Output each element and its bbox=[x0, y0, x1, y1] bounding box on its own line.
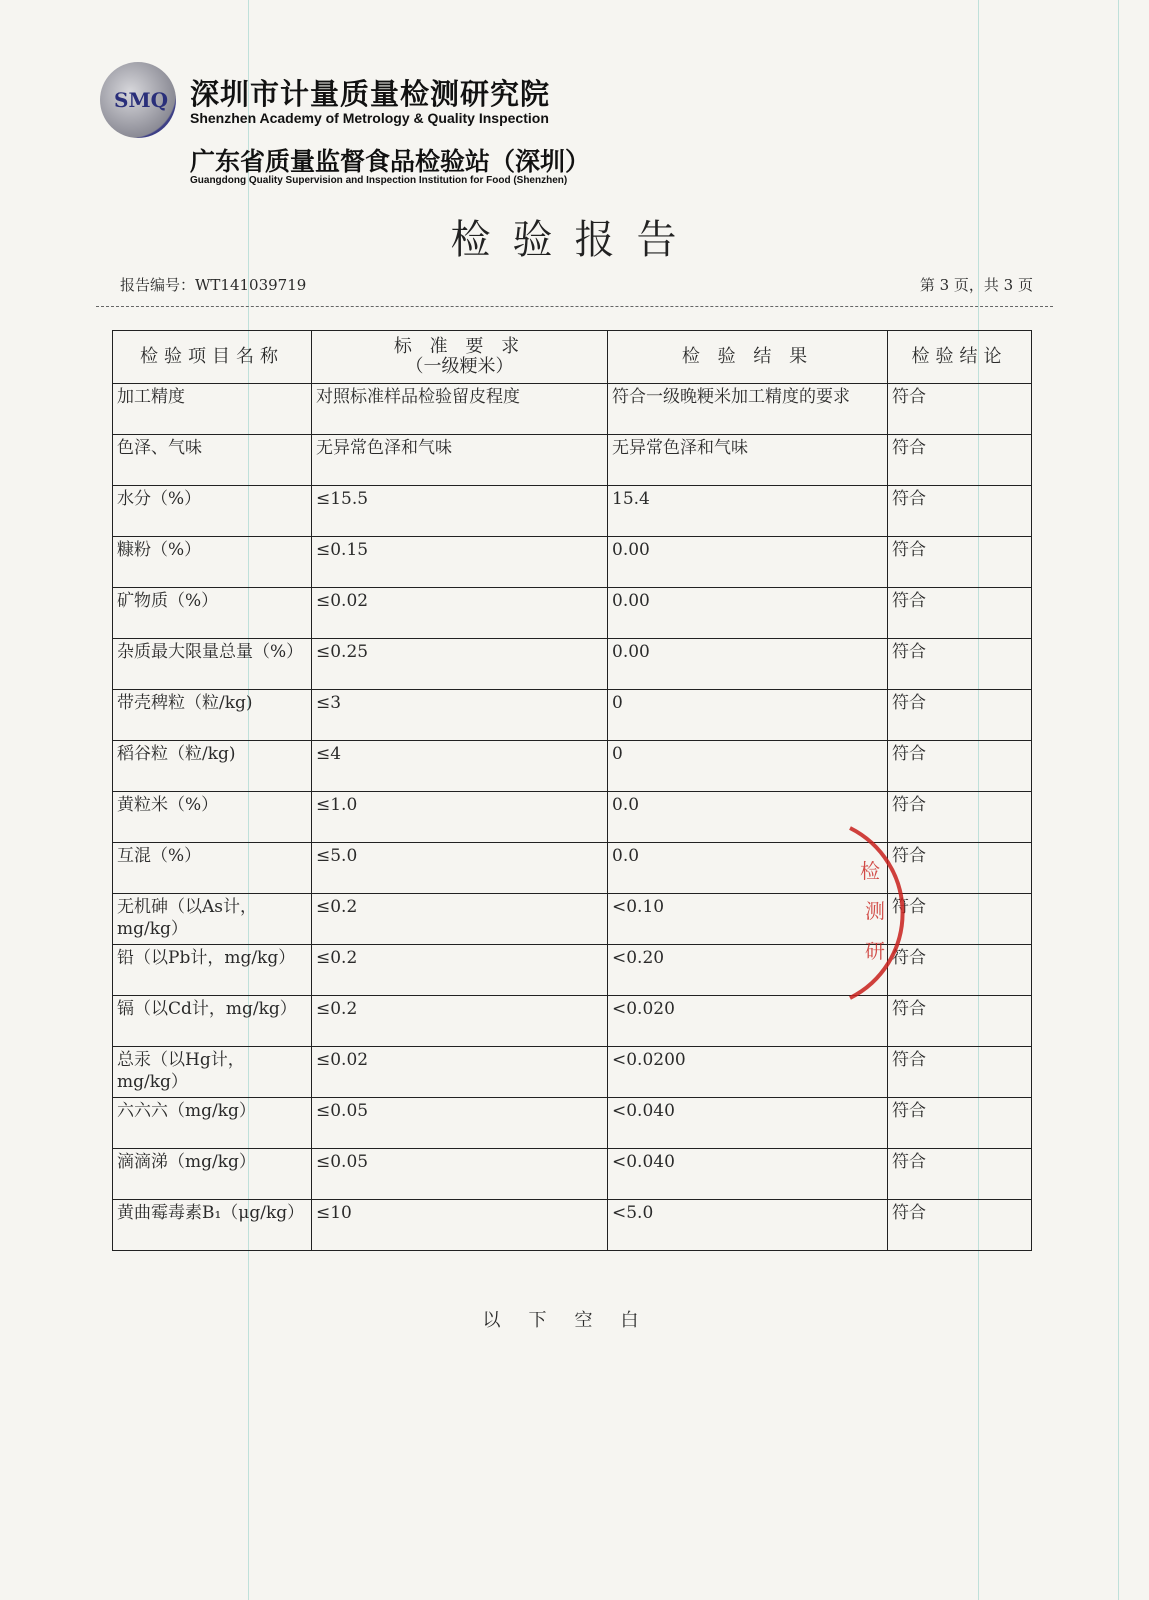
org-name-cn: 深圳市计量质量检测研究院 bbox=[190, 77, 551, 111]
result-cell: <0.040 bbox=[608, 1098, 888, 1149]
table-row bbox=[113, 588, 1032, 639]
item-name-cell: 互混（%） bbox=[113, 843, 312, 894]
inspection-table bbox=[112, 330, 1032, 1251]
conclusion-cell: 符合 bbox=[888, 1047, 1032, 1098]
col-standard: 标 准 要 求 （一级粳米） bbox=[312, 331, 608, 384]
table-row bbox=[113, 1149, 1032, 1200]
result-cell: 15.4 bbox=[608, 486, 888, 537]
standard-cell: ≤0.15 bbox=[312, 537, 608, 588]
item-name-cell: 滴滴涕（mg/kg） bbox=[113, 1149, 312, 1200]
conclusion-cell: 符合 bbox=[888, 1200, 1032, 1251]
standard-cell: ≤0.02 bbox=[312, 588, 608, 639]
item-name-cell: 杂质最大限量总量（%） bbox=[113, 639, 312, 690]
item-name-cell: 加工精度 bbox=[113, 384, 312, 435]
item-name-cell: 黄曲霉毒素B₁（μg/kg） bbox=[113, 1200, 312, 1251]
result-cell: <0.040 bbox=[608, 1149, 888, 1200]
conclusion-cell: 符合 bbox=[888, 486, 1032, 537]
item-name-cell: 六六六（mg/kg） bbox=[113, 1098, 312, 1149]
table-row bbox=[113, 741, 1032, 792]
col-item: 检验项目名称 bbox=[113, 331, 312, 384]
table-row bbox=[113, 435, 1032, 486]
col-result: 检 验 结 果 bbox=[608, 331, 888, 384]
conclusion-cell: 符合 bbox=[888, 996, 1032, 1047]
blank-below-note: 以下空白 bbox=[482, 1310, 667, 1331]
standard-cell: 对照标准样品检验留皮程度 bbox=[312, 384, 608, 435]
conclusion-cell: 符合 bbox=[888, 945, 1032, 996]
standard-cell: ≤0.25 bbox=[312, 639, 608, 690]
standard-cell: ≤0.2 bbox=[312, 894, 608, 945]
conclusion-cell: 符合 bbox=[888, 894, 1032, 945]
table-row bbox=[113, 1047, 1032, 1098]
item-name-cell: 糠粉（%） bbox=[113, 537, 312, 588]
result-cell: <0.10 bbox=[608, 894, 888, 945]
item-name-cell: 色泽、气味 bbox=[113, 435, 312, 486]
conclusion-cell: 符合 bbox=[888, 690, 1032, 741]
result-cell: 0.0 bbox=[608, 792, 888, 843]
standard-cell: ≤10 bbox=[312, 1200, 608, 1251]
item-name-cell: 带壳稗粒（粒/kg) bbox=[113, 690, 312, 741]
conclusion-cell: 符合 bbox=[888, 792, 1032, 843]
result-cell: 符合一级晚粳米加工精度的要求 bbox=[608, 384, 888, 435]
standard-cell: ≤0.05 bbox=[312, 1098, 608, 1149]
org-name-en: Shenzhen Academy of Metrology & Quality Inspection bbox=[190, 110, 549, 126]
item-name-cell: 镉（以Cd计，mg/kg） bbox=[113, 996, 312, 1047]
standard-cell: ≤0.02 bbox=[312, 1047, 608, 1098]
result-cell: 0.00 bbox=[608, 537, 888, 588]
page-title: 检验报告 bbox=[450, 217, 699, 263]
standard-cell: ≤15.5 bbox=[312, 486, 608, 537]
table-row bbox=[113, 1098, 1032, 1149]
item-name-cell: 水分（%） bbox=[113, 486, 312, 537]
standard-cell: ≤0.2 bbox=[312, 945, 608, 996]
standard-cell: ≤0.05 bbox=[312, 1149, 608, 1200]
item-name-cell: 稻谷粒（粒/kg) bbox=[113, 741, 312, 792]
conclusion-cell: 符合 bbox=[888, 639, 1032, 690]
table-row bbox=[113, 537, 1032, 588]
item-name-cell: 铅（以Pb计，mg/kg） bbox=[113, 945, 312, 996]
table-row bbox=[113, 639, 1032, 690]
station-name-en: Guangdong Quality Supervision and Inspection Institution for Food (Shenzhen) bbox=[190, 175, 568, 186]
standard-cell: ≤3 bbox=[312, 690, 608, 741]
standard-cell: ≤4 bbox=[312, 741, 608, 792]
conclusion-cell: 符合 bbox=[888, 435, 1032, 486]
result-cell: <0.20 bbox=[608, 945, 888, 996]
standard-cell: ≤5.0 bbox=[312, 843, 608, 894]
conclusion-cell: 符合 bbox=[888, 588, 1032, 639]
table-header bbox=[113, 331, 1032, 384]
item-name-cell: 黄粒米（%） bbox=[113, 792, 312, 843]
smq-logo: SMQ bbox=[100, 62, 176, 138]
station-name-cn: 广东省质量监督食品检验站（深圳） bbox=[190, 147, 591, 176]
standard-cell: ≤0.2 bbox=[312, 996, 608, 1047]
table-row bbox=[113, 486, 1032, 537]
conclusion-cell: 符合 bbox=[888, 741, 1032, 792]
standard-cell: 无异常色泽和气味 bbox=[312, 435, 608, 486]
result-cell: 0.00 bbox=[608, 588, 888, 639]
red-seal-stamp bbox=[820, 818, 930, 1008]
table-row bbox=[113, 1200, 1032, 1251]
svg-text:检: 检 bbox=[860, 859, 880, 883]
result-cell: <0.0200 bbox=[608, 1047, 888, 1098]
result-cell: <0.020 bbox=[608, 996, 888, 1047]
conclusion-cell: 符合 bbox=[888, 384, 1032, 435]
result-cell: 0.00 bbox=[608, 639, 888, 690]
page-number: 第 3 页，共 3 页 bbox=[919, 276, 1033, 294]
item-name-cell: 无机砷（以As计，mg/kg） bbox=[113, 894, 312, 945]
divider bbox=[96, 306, 1053, 307]
result-cell: 0 bbox=[608, 690, 888, 741]
col-conclusion: 检验结论 bbox=[888, 331, 1032, 384]
table-row bbox=[113, 690, 1032, 741]
svg-text:测: 测 bbox=[865, 899, 885, 923]
result-cell: 0 bbox=[608, 741, 888, 792]
conclusion-cell: 符合 bbox=[888, 1098, 1032, 1149]
report-number: 报告编号：WT141039719 bbox=[120, 276, 307, 294]
conclusion-cell: 符合 bbox=[888, 843, 1032, 894]
item-name-cell: 矿物质（%） bbox=[113, 588, 312, 639]
standard-cell: ≤1.0 bbox=[312, 792, 608, 843]
conclusion-cell: 符合 bbox=[888, 537, 1032, 588]
item-name-cell: 总汞（以Hg计，mg/kg） bbox=[113, 1047, 312, 1098]
result-cell: 无异常色泽和气味 bbox=[608, 435, 888, 486]
result-cell: <5.0 bbox=[608, 1200, 888, 1251]
svg-text:研: 研 bbox=[865, 939, 885, 963]
result-cell: 0.0 bbox=[608, 843, 888, 894]
table-row bbox=[113, 384, 1032, 435]
conclusion-cell: 符合 bbox=[888, 1149, 1032, 1200]
